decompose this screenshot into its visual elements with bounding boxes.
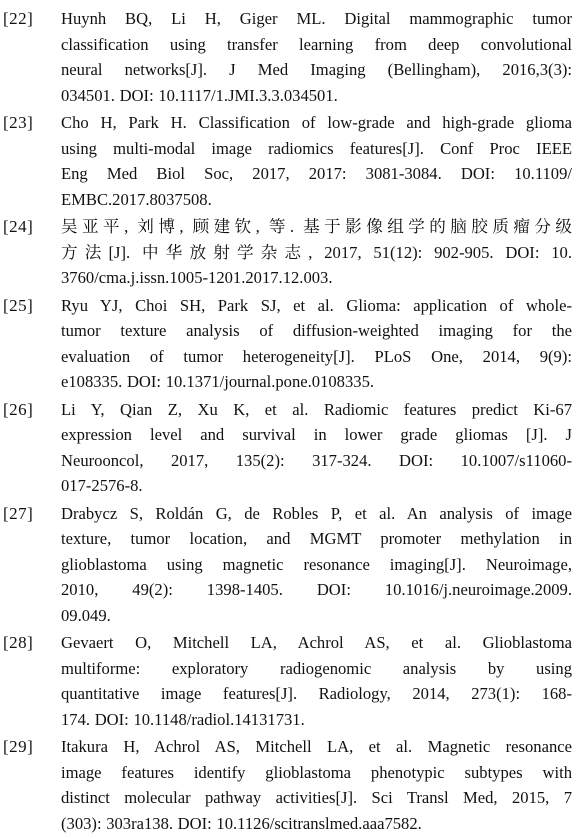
reference-line: Drabycz S, Roldán G, de Robles P, et al. An analysis of image xyxy=(61,503,572,523)
reference-line: Eng Med Biol Soc, 2017, 2017: 3081-3084. DOI: 10.1109/ xyxy=(61,164,572,183)
reference-text xyxy=(61,293,572,395)
reference-line: 3760/cma.j.issn.1005-1201.2017.12.003. xyxy=(61,268,333,287)
reference-line: 034501. DOI: 10.1117/1.JMI.3.3.034501. xyxy=(61,85,338,105)
reference-text xyxy=(61,397,572,499)
reference-entry xyxy=(0,293,580,395)
reference-line: expression level and survival in lower grade gliomas [J]. J xyxy=(61,425,572,444)
reference-number: [23] xyxy=(3,113,34,132)
reference-number: [26] xyxy=(3,399,34,419)
reference-number: [27] xyxy=(3,503,34,523)
reference-number: [22] xyxy=(3,9,34,28)
reference-line: using multi-modal image radiomics features[J]. Conf Proc IEEE xyxy=(61,138,572,158)
reference-line: 2010, 49(2): 1398-1405. DOI: 10.1016/j.neuroimage.2009. xyxy=(61,580,572,599)
reference-entry xyxy=(0,214,580,291)
reference-list xyxy=(0,6,580,838)
reference-line: Li Y, Qian Z, Xu K, et al. Radiomic features predict Ki-67 xyxy=(61,399,572,419)
reference-line: 017-2576-8. xyxy=(61,476,143,495)
reference-entry xyxy=(0,734,580,836)
reference-line: texture, tumor location, and MGMT promoter methylation in xyxy=(61,529,572,548)
reference-number: [29] xyxy=(3,737,34,756)
reference-line: 方法[J]. 中华放射学杂志, 2017, 51(12): 902-905. DOI: 10. xyxy=(61,242,572,262)
reference-text xyxy=(61,214,572,291)
reference-line: distinct molecular pathway activities[J]. Sci Transl Med, 2015, 7 xyxy=(61,788,572,807)
reference-line: multiforme: exploratory radiogenomic analysis by using xyxy=(61,658,572,678)
reference-line: 174. DOI: 10.1148/radiol.14131731. xyxy=(61,709,305,729)
reference-entry xyxy=(0,110,580,212)
reference-line: glioblastoma using magnetic resonance imaging[J]. Neuroimage, xyxy=(61,554,572,574)
reference-line: Huynh BQ, Li H, Giger ML. Digital mammographic tumor xyxy=(61,9,572,28)
reference-entry xyxy=(0,630,580,732)
reference-line: image features identify glioblastoma phenotypic subtypes with xyxy=(61,762,572,782)
reference-entry xyxy=(0,397,580,499)
reference-line: e108335. DOI: 10.1371/journal.pone.0108335. xyxy=(61,372,375,391)
reference-line: Neurooncol, 2017, 135(2): 317-324. DOI: 10.1007/s11060- xyxy=(61,450,572,470)
reference-text xyxy=(61,630,572,732)
reference-line: 09.049. xyxy=(61,605,111,625)
reference-entry xyxy=(0,501,580,629)
reference-line: EMBC.2017.8037508. xyxy=(61,189,212,209)
reference-line: evaluation of tumor heterogeneity[J]. PLoS One, 2014, 9(9): xyxy=(61,346,572,366)
reference-line: Cho H, Park H. Classification of low-grade and high-grade glioma xyxy=(61,113,572,132)
reference-line: Gevaert O, Mitchell LA, Achrol AS, et al. Glioblastoma xyxy=(61,633,572,652)
reference-entry xyxy=(0,6,580,108)
reference-line: (303): 303ra138. DOI: 10.1126/scitranslmed.aaa7582. xyxy=(61,813,422,833)
reference-text xyxy=(61,6,572,108)
reference-text xyxy=(61,110,572,212)
reference-line: neural networks[J]. J Med Imaging (Bellingham), 2016,3(3): xyxy=(61,60,572,79)
reference-number: [28] xyxy=(3,633,34,652)
reference-line: 吴亚平, 刘博, 顾建钦, 等. 基于影像组学的脑胶质瘤分级 xyxy=(61,217,572,236)
reference-line: quantitative image features[J]. Radiology, 2014, 273(1): 168- xyxy=(61,684,572,703)
reference-line: classification using transfer learning from deep convolutional xyxy=(61,34,572,54)
reference-number: [25] xyxy=(3,295,34,315)
reference-line: Ryu YJ, Choi SH, Park SJ, et al. Glioma: application of whole- xyxy=(61,295,572,315)
reference-line: Itakura H, Achrol AS, Mitchell LA, et al. Magnetic resonance xyxy=(61,737,572,756)
reference-text xyxy=(61,501,572,629)
reference-line: tumor texture analysis of diffusion-weighted imaging for the xyxy=(61,321,572,340)
reference-text xyxy=(61,734,572,836)
reference-number: [24] xyxy=(3,217,34,236)
